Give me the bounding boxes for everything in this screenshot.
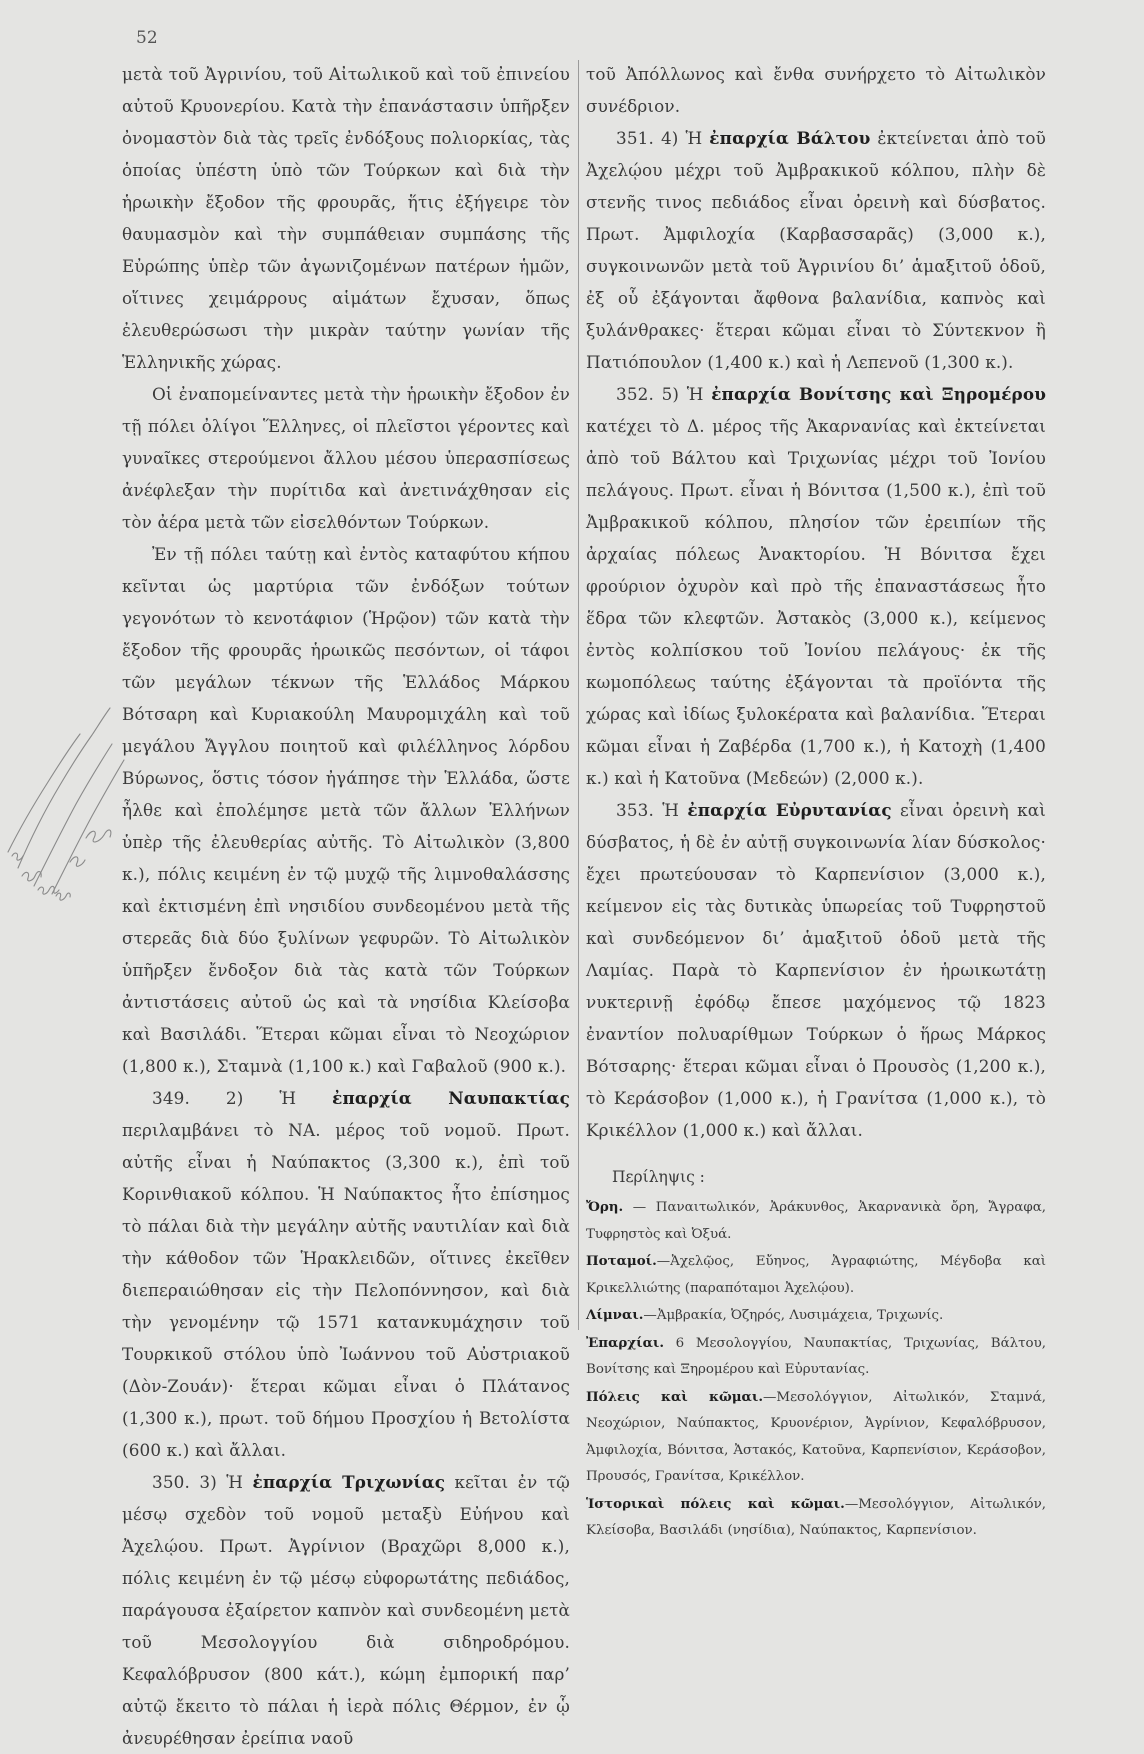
paragraph-text: 350. 3) Ἡ	[152, 1472, 253, 1492]
page-number: 52	[136, 28, 158, 48]
summary-item-text: —Ἀχελῷος, Εὔηνος, Ἀγραφιώτης, Μέγδοβα καὶ Κρικελλιώτης (παραπόταμοι Ἀχελῴου).	[586, 1254, 1046, 1296]
paragraph-text: τοῦ Ἀπόλλωνος καὶ ἔνθα συνήρχετο τὸ Αἰτωλικὸν συνέδριον.	[586, 64, 1046, 116]
section-heading: ἐπαρχία Εὐρυτανίας	[687, 800, 892, 820]
summary-item	[586, 1491, 1046, 1545]
left_column-paragraph	[122, 58, 570, 378]
section-heading: ἐπαρχία Βάλτου	[709, 128, 871, 148]
summary-item-text: —Μεσολόγγιον, Αἰτωλικόν, Κλείσοβα, Βασιλάδι (νησίδια), Ναύπακτος, Καρπενίσιον.	[586, 1496, 1046, 1538]
summary-item-label: Ποταμοί.	[586, 1253, 657, 1269]
paragraph-text: 349. 2) Ἡ	[152, 1088, 333, 1108]
summary-item-label: Πόλεις καὶ κῶμαι.	[586, 1388, 764, 1405]
paragraph-text: 351. 4) Ἡ	[616, 128, 710, 148]
right_column-paragraph	[586, 378, 1046, 794]
margin-handwriting-image	[0, 690, 130, 910]
paragraph-text: 352. 5) Ἡ	[616, 384, 712, 404]
summary-item-label: Ἱστορικαὶ πόλεις καὶ κῶμαι.	[586, 1495, 845, 1512]
summary-item-text: —Ἀμβρακία, Ὀζηρός, Λυσιμάχεια, Τριχωνίς.	[643, 1308, 944, 1323]
left_column-paragraph	[122, 378, 570, 538]
summary-item-text: 6 Μεσολογγίου, Ναυπακτίας, Τριχωνίας, Βάλτου, Βονίτσης καὶ Ξηρομέρου καὶ Εὐρυτανίας.	[586, 1335, 1046, 1377]
right_column-paragraph	[586, 122, 1046, 378]
left_column-paragraph	[122, 1082, 570, 1466]
paragraph-text: μετὰ τοῦ Ἀγρινίου, τοῦ Αἰτωλικοῦ καὶ τοῦ ἐπινείου αὐτοῦ Κρυονερίου. Κατὰ τὴν ἐπανάστασιν ὑπῆρξεν ὀνομαστὸν διὰ τὰς τρεῖς ἐνδόξους πολιορκίας, τὰς ὁποίας ὑπέστη ὑπὸ τῶν Τούρκων καὶ διὰ τὴν ἡρωικὴν ἔξοδον τῆς φρουρᾶς, ἥτις ἐξήγειρε τὸν θαυμασμὸν καὶ τὴν συμπάθειαν συμπάσης τῆς Εὐρώπης ὑπὲρ τῶν ἀγωνιζομένων πατέρων ἡμῶν, οἵτινες χειμάρρους αἱμάτων ἔχυσαν, ὅπως ἐλευθερώσωσι τὴν μικρὰν ταύτην γωνίαν τῆς Ἑλληνικῆς χώρας.	[122, 64, 570, 372]
summary-item-label: Ὄρη.	[586, 1199, 624, 1215]
section-heading: ἐπαρχία Βονίτσης καὶ Ξηρομέρου	[711, 384, 1046, 404]
section-heading: ἐπαρχία Ναυπακτίας	[332, 1088, 570, 1108]
summary-item-label: Ἐπαρχίαι.	[586, 1334, 665, 1351]
summary-item-text: —Μεσολόγγιον, Αἰτωλικόν, Σταμνά, Νεοχώριον, Ναύπακτος, Κρυονέριον, Ἀγρίνιον, Κεφαλόβρυσον, Ἀμφιλοχία, Βόνιτσα, Ἀστακός, Κατοῦνα, Καρπενίσιον, Κεράσοβον, Προυσός, Γρανίτσα, Κρικέλλον.	[586, 1389, 1046, 1484]
right-column	[586, 58, 1046, 1545]
section-heading: ἐπαρχία Τριχωνίας	[252, 1472, 446, 1492]
summary-title: Περίληψις :	[612, 1168, 705, 1186]
summary-item-label: Λίμναι.	[586, 1307, 644, 1323]
paragraph-text: εἶναι ὀρεινὴ καὶ δύσβατος, ἡ δὲ ἐν αὐτῇ συγκοινωνία λίαν δύσκολος· ἔχει πρωτεύουσαν τὸ Καρπενίσιον (3,000 κ.), κείμενον εἰς τὰς δυτικὰς ὑπωρείας τοῦ Τυφρηστοῦ καὶ συνδεόμενον δι’ ἁμαξιτοῦ ὁδοῦ μετὰ τῆς Λαμίας. Παρὰ τὸ Καρπενίσιον ἐν ἡρωικωτάτῃ νυκτερινῇ ἐφόδῳ ἔπεσε μαχόμενος τῷ 1823 ἐναντίον πολυαρίθμων Τούρκων ὁ ἥρως Μάρκος Βότσαρης· ἕτεραι κῶμαι εἶναι ὁ Προυσὸς (1,200 κ.), τὸ Κεράσοβον (1,000 κ.), ἡ Γρανίτσα (1,000 κ.), τὸ Κρικέλλον (1,000 κ.) καὶ ἄλλαι.	[586, 800, 1046, 1140]
paragraph-text: ἐκτείνεται ἀπὸ τοῦ Ἀχελῴου μέχρι τοῦ Ἀμβρακικοῦ κόλπου, πλὴν δὲ στενῆς τινος πεδιάδος εἶναι ὀρεινὴ καὶ δύσβατος. Πρωτ. Ἀμφιλοχία (Καρβασσαρᾶς) (3,000 κ.), συγκοινωνῶν μετὰ τοῦ Ἀγρινίου δι’ ἁμαξιτοῦ ὁδοῦ, ἐξ οὗ ἐξάγονται ἄφθονα βαλανίδια, καπνὸς καὶ ξυλάνθρακες· ἕτεραι κῶμαι εἶναι τὸ Σύντεκνον ἢ Πατιόπουλον (1,400 κ.) καὶ ἡ Λεπενοῦ (1,300 κ.).	[586, 128, 1046, 372]
summary-items	[586, 1194, 1046, 1545]
left_column-paragraph	[122, 538, 570, 1082]
right_column-paragraph	[586, 794, 1046, 1146]
summary-section	[586, 1164, 1046, 1545]
paragraph-text: 353. Ἡ	[616, 800, 688, 820]
right-column-body	[586, 58, 1046, 1146]
paragraph-text: Ἐν τῇ πόλει ταύτῃ καὶ ἐντὸς καταφύτου κήπου κεῖνται ὡς μαρτύρια τῶν ἐνδόξων τούτων γεγονότων τὸ κενοτάφιον (Ἡρῷον) τῶν κατὰ τὴν ἔξοδον τῆς φρουρᾶς ἡρωικῶς πεσόντων, οἱ τάφοι τῶν μεγάλων τέκνων τῆς Ἑλλάδος Μάρκου Βότσαρη καὶ Κυριακούλη Μαυρομιχάλη καὶ τοῦ μεγάλου Ἄγγλου ποιητοῦ καὶ φιλέλληνος λόρδου Βύρωνος, ὅστις τόσον ἠγάπησε τὴν Ἑλλάδα, ὥστε ἦλθε καὶ ἐπολέμησε μετὰ τῶν ἄλλων Ἑλλήνων ὑπὲρ τῆς ἐλευθερίας αὐτῆς. Τὸ Αἰτωλικὸν (3,800 κ.), πόλις κειμένη ἐν τῷ μυχῷ τῆς λιμνοθαλάσσης καὶ ἐκτισμένη ἐπὶ νησιδίου συνδεομένου μετὰ τῆς στερεᾶς διὰ δύο ξυλίνων γεφυρῶν. Τὸ Αἰτωλικὸν ὑπῆρξεν ἔνδοξον διὰ τὰς κατὰ τῶν Τούρκων ἀντιστάσεις αὐτοῦ ὡς καὶ τὰ νησίδια Κλείσοβα καὶ Βασιλάδι. Ἕτεραι κῶμαι εἶναι τὸ Νεοχώριον (1,800 κ.), Σταμνὰ (1,100 κ.) καὶ Γαβαλοῦ (900 κ.).	[122, 544, 570, 1076]
right_column-paragraph	[586, 58, 1046, 122]
paragraph-text: περιλαμβάνει τὸ ΝΑ. μέρος τοῦ νομοῦ. Πρωτ. αὐτῆς εἶναι ἡ Ναύπακτος (3,300 κ.), ἐπὶ τοῦ Κορινθιακοῦ κόλπου. Ἡ Ναύπακτος ἦτο ἐπίσημος τὸ πάλαι διὰ τὴν μεγάλην αὐτῆς ναυτιλίαν καὶ διὰ τὴν κάθοδον τῶν Ἡρακλειδῶν, οἵτινες ἐκεῖθεν διεπεραιώθησαν εἰς τὴν Πελοπόννησον, καὶ διὰ τὴν γενομένην τῷ 1571 κατανκυμάχησιν τοῦ Τουρκικοῦ στόλου ὑπὸ Ἰωάννου τοῦ Αὐστριακοῦ (Δὸν-Ζουάν)· ἕτεραι κῶμαι εἶναι ὁ Πλάτανος (1,300 κ.), πρωτ. τοῦ δήμου Προσχίου ἡ Βετολίστα (600 κ.) καὶ ἄλλαι.	[122, 1120, 570, 1460]
paragraph-text: Οἱ ἐναπομείναντες μετὰ τὴν ἡρωικὴν ἔξοδον ἐν τῇ πόλει ὀλίγοι Ἕλληνες, οἱ πλεῖστοι γέροντες καὶ γυναῖκες στερούμενοι ἄλλου μέσου ὑπερασπίσεως ἀνέφλεξαν τὴν πυρίτιδα καὶ ἀνετινάχθησαν εἰς τὸν ἀέρα μετὰ τῶν εἰσελθόντων Τούρκων.	[122, 384, 570, 532]
summary-item	[586, 1302, 1046, 1330]
summary-item	[586, 1248, 1046, 1302]
paragraph-text: κεῖται ἐν τῷ μέσῳ σχεδὸν τοῦ νομοῦ μεταξὺ Εὐήνου καὶ Ἀχελῴου. Πρωτ. Ἀγρίνιον (Βραχῶρι 8,000 κ.), πόλις κειμένη ἐν τῷ μέσῳ εὐφορωτάτης πεδιάδος, παράγουσα ἐξαίρετον καπνὸν καὶ συνδεομένη μετὰ τοῦ Μεσολογγίου διὰ σιδηροδρόμου. Κεφαλόβρυσον (800 κάτ.), κώμη ἐμπορική παρ’ αὐτῷ ἔκειτο τὸ πάλαι ἡ ἱερὰ πόλις Θέρμον, ἐν ᾧ ἀνευρέθησαν ἐρείπια ναοῦ	[122, 1472, 570, 1748]
summary-item	[586, 1330, 1046, 1384]
summary-item-text: — Παναιτωλικόν, Ἀράκυνθος, Ἀκαρνανικὰ ὄρη, Ἄγραφα, Τυφρηστὸς καὶ Ὀξυά.	[586, 1200, 1046, 1242]
paragraph-text: κατέχει τὸ Δ. μέρος τῆς Ἀκαρνανίας καὶ ἐκτείνεται ἀπὸ τοῦ Βάλτου καὶ Τριχωνίας μέχρι τοῦ Ἰονίου πελάγους. Πρωτ. εἶναι ἡ Βόνιτσα (1,500 κ.), ἐπὶ τοῦ Ἀμβρακικοῦ κόλπου, πλησίον τῶν ἐρειπίων τῆς ἀρχαίας πόλεως Ἀνακτορίου. Ἡ Βόνιτσα ἔχει φρούριον ὀχυρὸν καὶ πρὸ τῆς ἐπαναστάσεως ἦτο ἕδρα τῶν κλεφτῶν. Ἀστακὸς (3,000 κ.), κείμενος ἐντὸς κολπίσκου τοῦ Ἰονίου πελάγους· ἐκ τῆς κωμοπόλεως ταύτης ἐξάγονται τὰ προϊόντα τῆς χώρας καὶ ἰδίως ξυλοκέρατα καὶ βαλανίδια. Ἕτεραι κῶμαι εἶναι ἡ Ζαβέρδα (1,700 κ.), ἡ Κατοχὴ (1,400 κ.) καὶ ἡ Κατοῦνα (Μεδεών) (2,000 κ.).	[586, 416, 1046, 788]
column-divider	[578, 60, 579, 1330]
summary-item	[586, 1384, 1046, 1491]
left_column-paragraph	[122, 1466, 570, 1754]
summary-item	[586, 1194, 1046, 1248]
